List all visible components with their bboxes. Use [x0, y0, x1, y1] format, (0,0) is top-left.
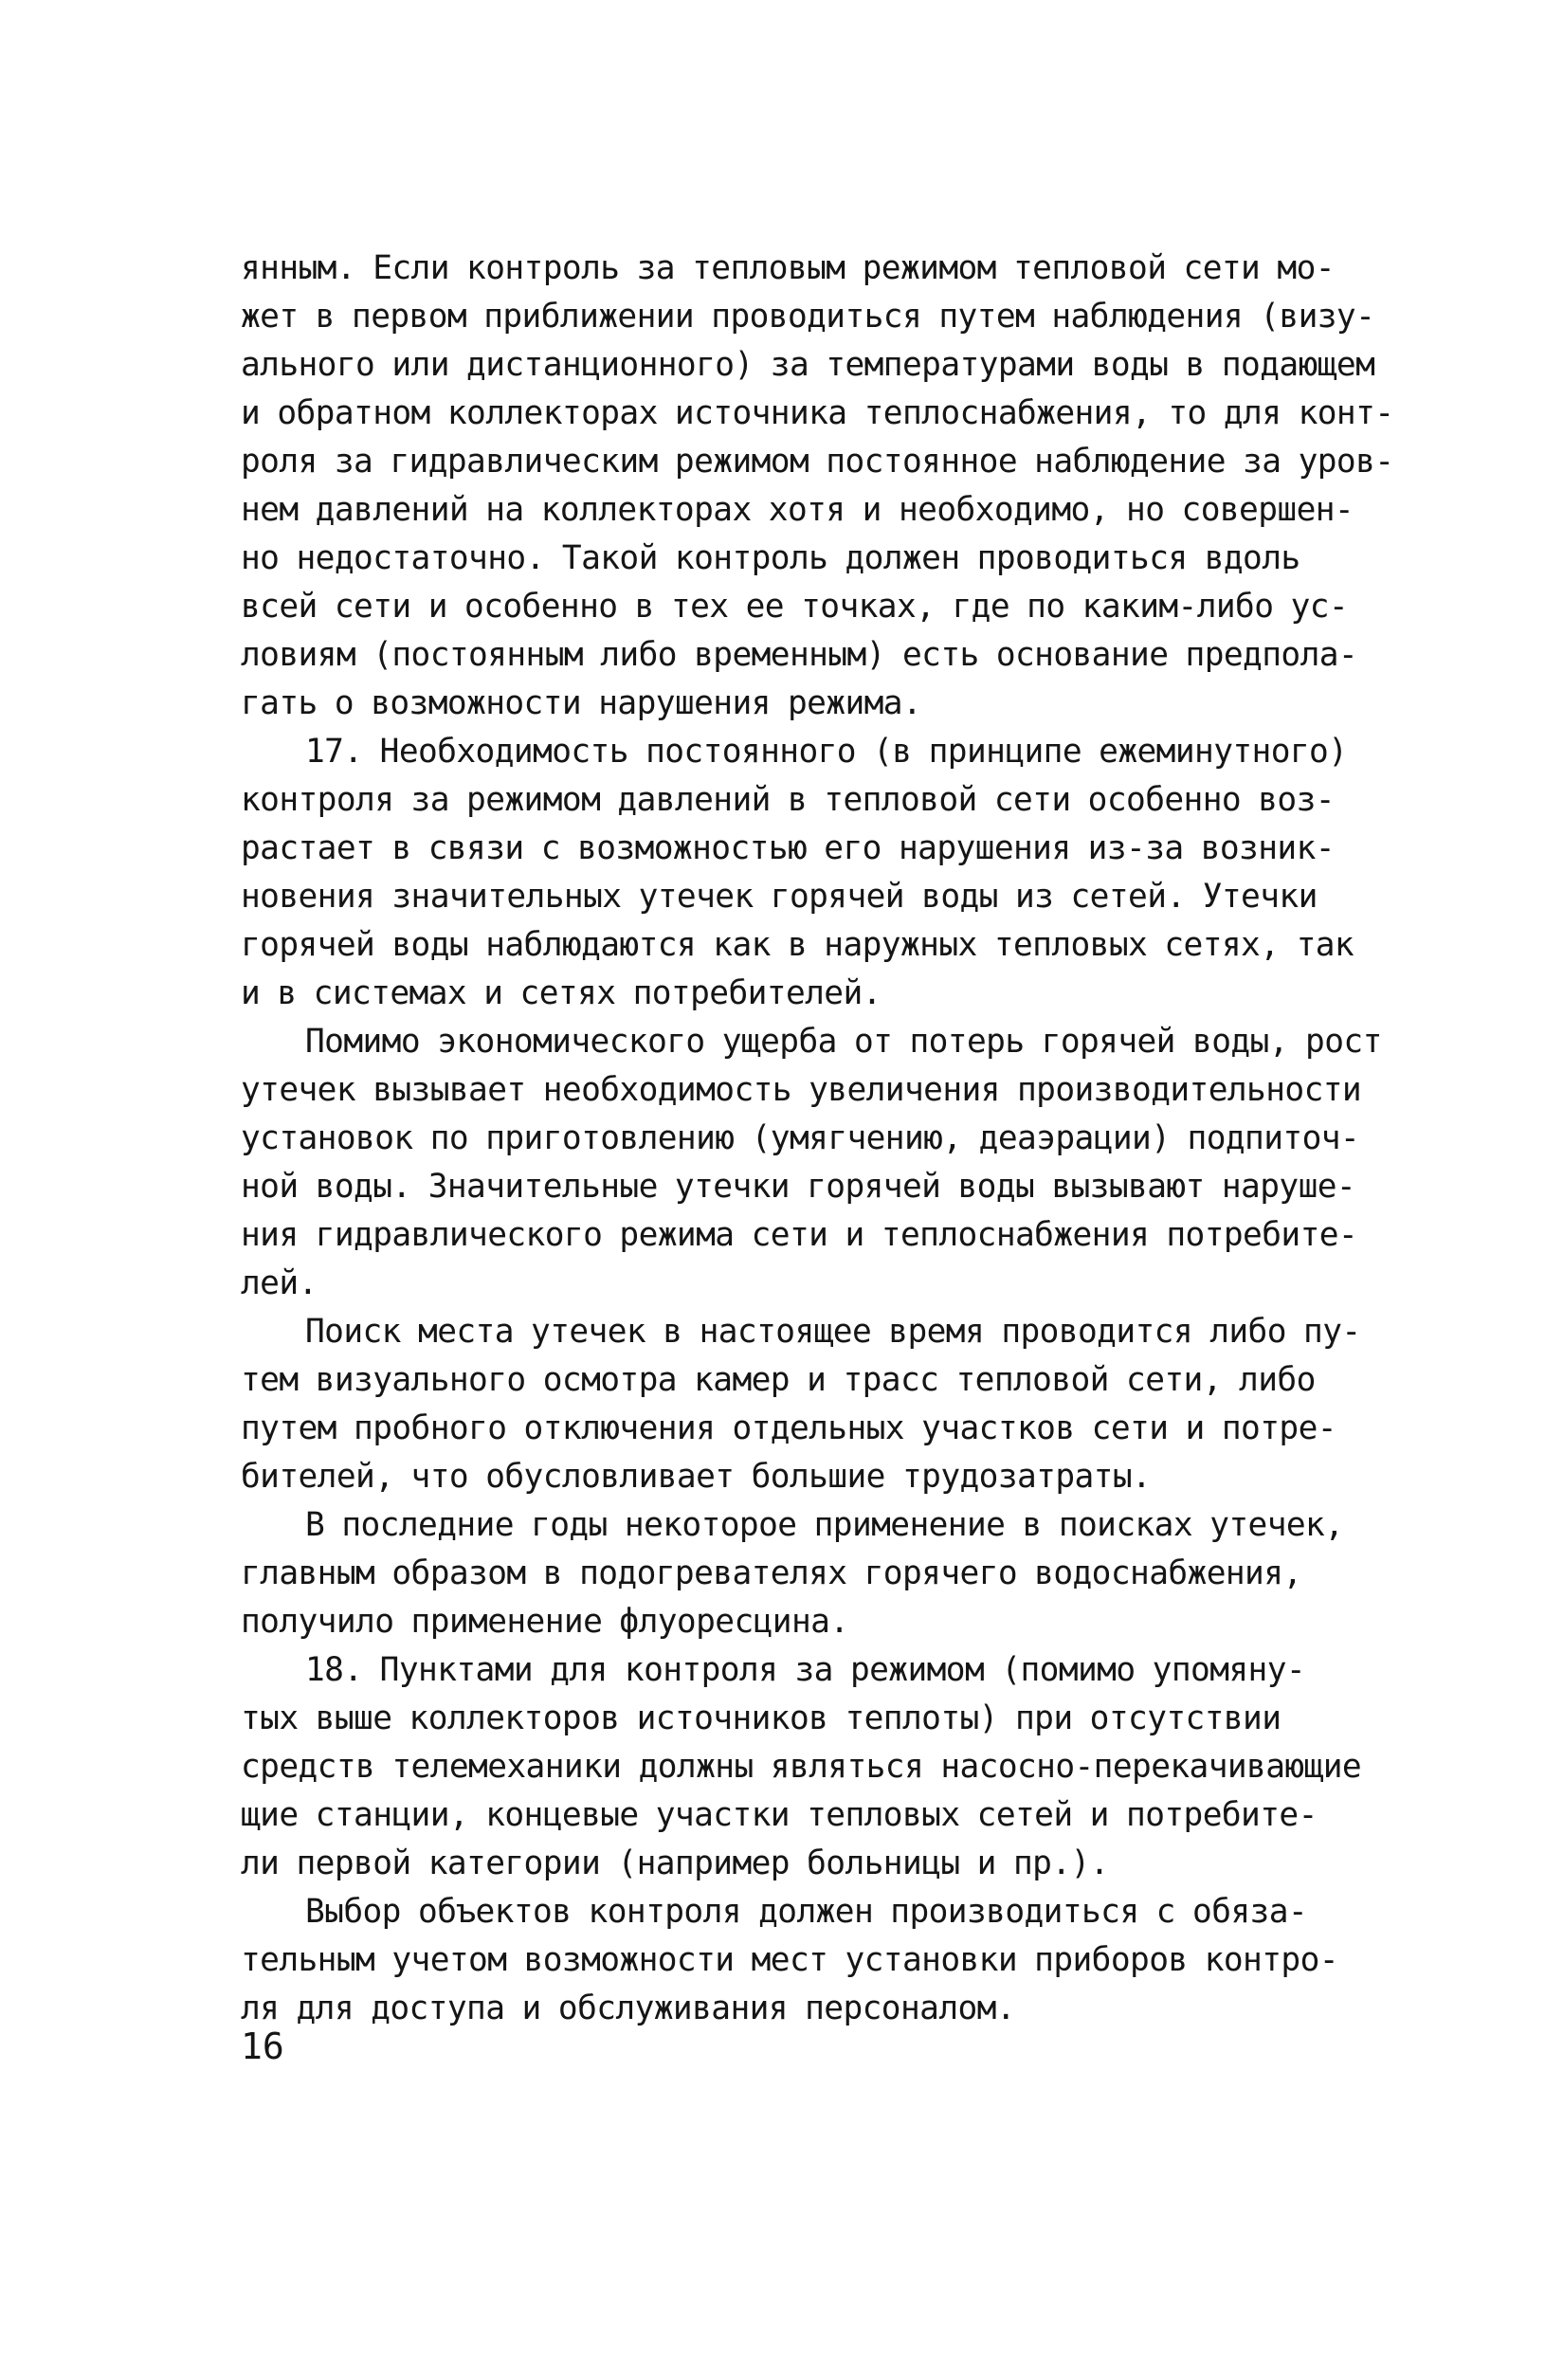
text-line: но недостаточно. Такой контроль должен проводиться вдоль [241, 539, 1300, 577]
text-line: бителей, что обусловливает большие трудозатраты. [241, 1458, 1152, 1496]
text-line: лей. [241, 1264, 318, 1302]
text-line: тельным учетом возможности мест установки приборов контро- [241, 1941, 1338, 1979]
text-line-paragraph-start: Помимо экономического ущерба от потерь горячей воды, рост [305, 1023, 1382, 1061]
text-line: главным образом в подогревателях горячего водоснабжения, [241, 1554, 1302, 1592]
text-line: путем пробного отключения отдельных участков сети и потре- [241, 1409, 1336, 1447]
text-line-paragraph-start: В последние годы некоторое применение в поисках утечек, [305, 1506, 1344, 1544]
text-line: жет в первом приближении проводиться путем наблюдения (визу- [241, 298, 1375, 336]
page-number: 16 [241, 2026, 284, 2067]
text-line: утечек вызывает необходимость увеличения производительности [241, 1071, 1362, 1109]
text-line: янным. Если контроль за тепловым режимом тепловой сети мо- [241, 249, 1335, 287]
text-line: щие станции, концевые участки тепловых сетей и потребите- [241, 1796, 1318, 1834]
text-line: гать о возможности нарушения режима. [241, 684, 922, 722]
text-line-paragraph-start: 17. Необходимость постоянного (в принципе ежеминутного) [305, 733, 1348, 771]
body-text [241, 245, 1407, 2033]
text-line: тем визуального осмотра камер и трасс тепловой сети, либо [241, 1361, 1316, 1399]
text-line: нем давлений на коллекторах хотя и необходимо, но совершен- [241, 491, 1354, 529]
text-line: и обратном коллекторах источника теплоснабжения, то для конт- [241, 394, 1394, 432]
text-line: ли первой категории (например больницы и пр.). [241, 1844, 1109, 1882]
text-line: ловиям (постоянным либо временным) есть основание предпола- [241, 636, 1358, 674]
text-line: получило применение флуоресцина. [241, 1603, 849, 1641]
text-line: новения значительных утечек горячей воды из сетей. Утечки [241, 878, 1318, 916]
text-line: тых выше коллекторов источников теплоты) при отсутствии [241, 1699, 1281, 1737]
text-line-paragraph-start: Поиск места утечек в настоящее время проводится либо пу- [305, 1313, 1361, 1351]
text-line: ной воды. Значительные утечки горячей воды вызывают наруше- [241, 1168, 1356, 1206]
text-line: установок по приготовлению (умягчению, деаэрации) подпиточ- [241, 1119, 1360, 1157]
text-line: контроля за режимом давлений в тепловой сети особенно воз- [241, 781, 1335, 819]
text-line: всей сети и особенно в тех ее точках, где по каким-либо ус- [241, 588, 1349, 626]
text-line: средств телемеханики должны являться насосно-перекачивающие [241, 1748, 1362, 1786]
text-line: растает в связи с возможностью его нарушения из-за возник- [241, 829, 1335, 867]
text-line: ального или дистанционного) за температурами воды в подающем [241, 346, 1375, 384]
text-line-paragraph-start: 18. Пунктами для контроля за режимом (помимо упомяну- [305, 1651, 1306, 1689]
text-line: и в системах и сетях потребителей. [241, 974, 882, 1012]
text-line: ля для доступа и обслуживания персоналом. [241, 1989, 1016, 2027]
text-line-paragraph-start: Выбор объектов контроля должен производиться с обяза- [305, 1893, 1308, 1931]
text-line: роля за гидравлическим режимом постоянное наблюдение за уров- [241, 443, 1394, 481]
text-line: горячей воды наблюдаются как в наружных тепловых сетях, так [241, 926, 1354, 964]
text-line: ния гидравлического режима сети и теплоснабжения потребите- [241, 1216, 1358, 1254]
